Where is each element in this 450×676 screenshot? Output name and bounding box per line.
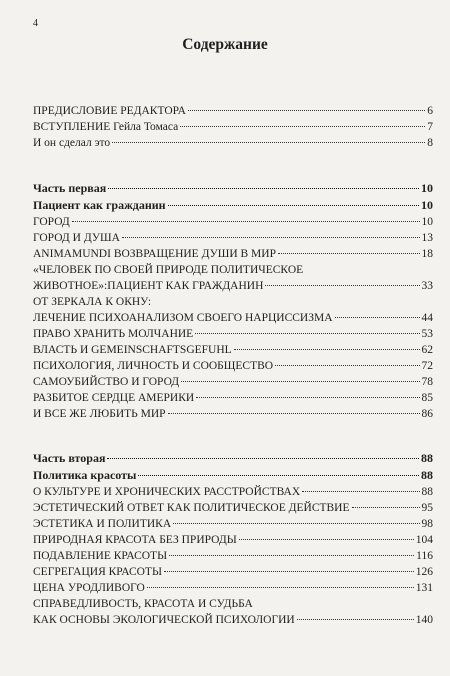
leader-dots: [108, 188, 419, 189]
leader-dots: [265, 285, 419, 286]
toc-entry-page: 131: [415, 582, 433, 594]
leader-dots: [168, 413, 420, 414]
toc-entry-label: СЕГРЕГАЦИЯ КРАСОТЫ: [33, 566, 162, 578]
toc-entry-page: 95: [421, 502, 433, 514]
leader-dots: [302, 491, 419, 492]
leader-dots: [181, 381, 419, 382]
toc-entry-page: 7: [427, 121, 433, 133]
toc-entry-label: «ЧЕЛОВЕК ПО СВОЕЙ ПРИРОДЕ ПОЛИТИЧЕСКОЕ: [33, 264, 304, 276]
leader-dots: [180, 126, 425, 127]
leader-dots: [297, 619, 414, 620]
toc-entry-label: ПРАВО ХРАНИТЬ МОЛЧАНИЕ: [33, 328, 194, 340]
toc-entry: [33, 311, 433, 325]
toc-entry-page: 10: [421, 198, 433, 212]
leader-dots: [239, 539, 414, 540]
toc-entry-page: 126: [415, 566, 433, 578]
toc-entry-page: 18: [421, 248, 433, 260]
toc-entry-page: 53: [421, 328, 433, 340]
toc-entry-label: И ВСЕ ЖЕ ЛЮБИТЬ МИР: [33, 408, 166, 420]
toc-entry-label: ПОДАВЛЕНИЕ КРАСОТЫ: [33, 550, 168, 562]
toc-entry-label: Часть первая: [33, 181, 107, 195]
page-title: Содержание: [182, 36, 268, 53]
leader-dots: [147, 587, 414, 588]
toc-entry-page: 88: [421, 451, 433, 465]
leader-dots: [168, 205, 419, 206]
toc-entry-label: Часть вторая: [33, 451, 106, 465]
leader-dots: [234, 349, 420, 350]
toc-entry: [33, 581, 433, 595]
leader-dots: [352, 507, 420, 508]
toc-entry-page: 86: [421, 408, 433, 420]
toc-entry-page: 44: [421, 312, 433, 324]
toc-entry-label: ПСИХОЛОГИЯ, ЛИЧНОСТЬ И СООБЩЕСТВО: [33, 360, 274, 372]
toc-entry-page: 6: [427, 105, 433, 117]
toc-entry: [33, 247, 433, 261]
leader-dots: [188, 110, 425, 111]
leader-dots: [335, 317, 420, 318]
toc-entry: [33, 533, 433, 547]
toc-entry-label: О КУЛЬТУРЕ И ХРОНИЧЕСКИХ РАССТРОЙСТВАХ: [33, 486, 301, 498]
toc-entry-label: ЖИВОТНОЕ»:ПАЦИЕНТ КАК ГРАЖДАНИН: [33, 280, 264, 292]
toc-entry: [33, 391, 433, 405]
toc-entry-label: ANIMAMUNDI ВОЗВРАЩЕНИЕ ДУШИ В МИР: [33, 248, 276, 260]
toc-entry: [33, 501, 433, 515]
toc-entry-page: 62: [421, 344, 433, 356]
toc-entry: [33, 327, 433, 341]
toc-entry-page: 88: [421, 486, 433, 498]
toc-entry-label: ЭСТЕТИЧЕСКИЙ ОТВЕТ КАК ПОЛИТИЧЕСКОЕ ДЕЙСТВИЕ: [33, 502, 350, 514]
toc-entry: [33, 613, 433, 627]
toc-entry: [33, 136, 433, 150]
toc-entry-page: 78: [421, 376, 433, 388]
toc-entry: [33, 231, 433, 245]
toc-entry-label: Пациент как гражданин: [33, 198, 166, 212]
toc-entry: [33, 549, 433, 563]
toc-entry: [33, 343, 433, 357]
toc-entry: [33, 359, 433, 373]
toc-entry-label: СПРАВЕДЛИВОСТЬ, КРАСОТА И СУДЬБА: [33, 598, 253, 610]
toc-entry-page: 33: [421, 280, 433, 292]
toc-entry-label: ЦЕНА УРОДЛИВОГО: [33, 582, 145, 594]
toc-entry: [33, 597, 433, 611]
page-number: 4: [33, 18, 38, 29]
toc-entry-page: 140: [415, 614, 433, 626]
toc-part-heading: [33, 181, 433, 195]
leader-dots: [196, 397, 419, 398]
leader-dots: [195, 333, 419, 334]
toc-entry: [33, 485, 433, 499]
toc-entry: [33, 565, 433, 579]
toc-entry-label: ГОРОД: [33, 216, 70, 228]
toc-entry: [33, 279, 433, 293]
toc-entry: [33, 215, 433, 229]
toc-entry-label: САМОУБИЙСТВО И ГОРОД: [33, 376, 180, 388]
leader-dots: [122, 237, 420, 238]
toc-entry-label: ЛЕЧЕНИЕ ПСИХОАНАЛИЗОМ СВОЕГО НАРЦИССИЗМА: [33, 312, 333, 324]
leader-dots: [169, 555, 414, 556]
toc-entry-page: 8: [427, 137, 433, 149]
toc-entry-label: Политика красоты: [33, 468, 137, 482]
toc-entry: [33, 295, 433, 309]
toc-part-heading: [33, 451, 433, 465]
toc-entry-page: 10: [421, 181, 433, 195]
toc-entry-label: И он сделал это: [33, 137, 111, 149]
toc-entry-label: КАК ОСНОВЫ ЭКОЛОГИЧЕСКОЙ ПСИХОЛОГИИ: [33, 614, 295, 626]
toc-entry: [33, 407, 433, 421]
toc-section-heading: [33, 468, 433, 482]
toc-entry-page: 85: [421, 392, 433, 404]
leader-dots: [173, 523, 419, 524]
toc-section-heading: [33, 198, 433, 212]
toc-entry-label: ГОРОД И ДУША: [33, 232, 120, 244]
toc-entry-page: 116: [416, 550, 433, 562]
toc-entry-page: 13: [421, 232, 433, 244]
toc-entry-label: ПРЕДИСЛОВИЕ РЕДАКТОРА: [33, 105, 186, 117]
toc-entry-label: ПРИРОДНАЯ КРАСОТА БЕЗ ПРИРОДЫ: [33, 534, 237, 546]
toc-entry-page: 10: [421, 216, 433, 228]
toc-entry-page: 104: [415, 534, 433, 546]
leader-dots: [107, 458, 419, 459]
toc-entry: [33, 263, 433, 277]
leader-dots: [72, 221, 420, 222]
leader-dots: [278, 253, 420, 254]
toc-entry: [33, 104, 433, 118]
leader-dots: [275, 365, 419, 366]
toc-entry-label: РАЗБИТОЕ СЕРДЦЕ АМЕРИКИ: [33, 392, 195, 404]
leader-dots: [138, 475, 419, 476]
toc-entry: [33, 120, 433, 134]
toc-entry-label: ВСТУПЛЕНИЕ Гейла Томаса: [33, 121, 179, 133]
toc-entry: [33, 375, 433, 389]
leader-dots: [112, 142, 425, 143]
toc-entry-page: 72: [421, 360, 433, 372]
toc-entry-page: 88: [421, 468, 433, 482]
toc-entry-label: ВЛАСТЬ И GEMEINSCHAFTSGEFUHL: [33, 344, 232, 356]
toc-entry-page: 98: [421, 518, 433, 530]
toc-entry-label: ОТ ЗЕРКАЛА К ОКНУ:: [33, 296, 152, 308]
toc-entry: [33, 517, 433, 531]
leader-dots: [164, 571, 414, 572]
toc-entry-label: ЭСТЕТИКА И ПОЛИТИКА: [33, 518, 172, 530]
